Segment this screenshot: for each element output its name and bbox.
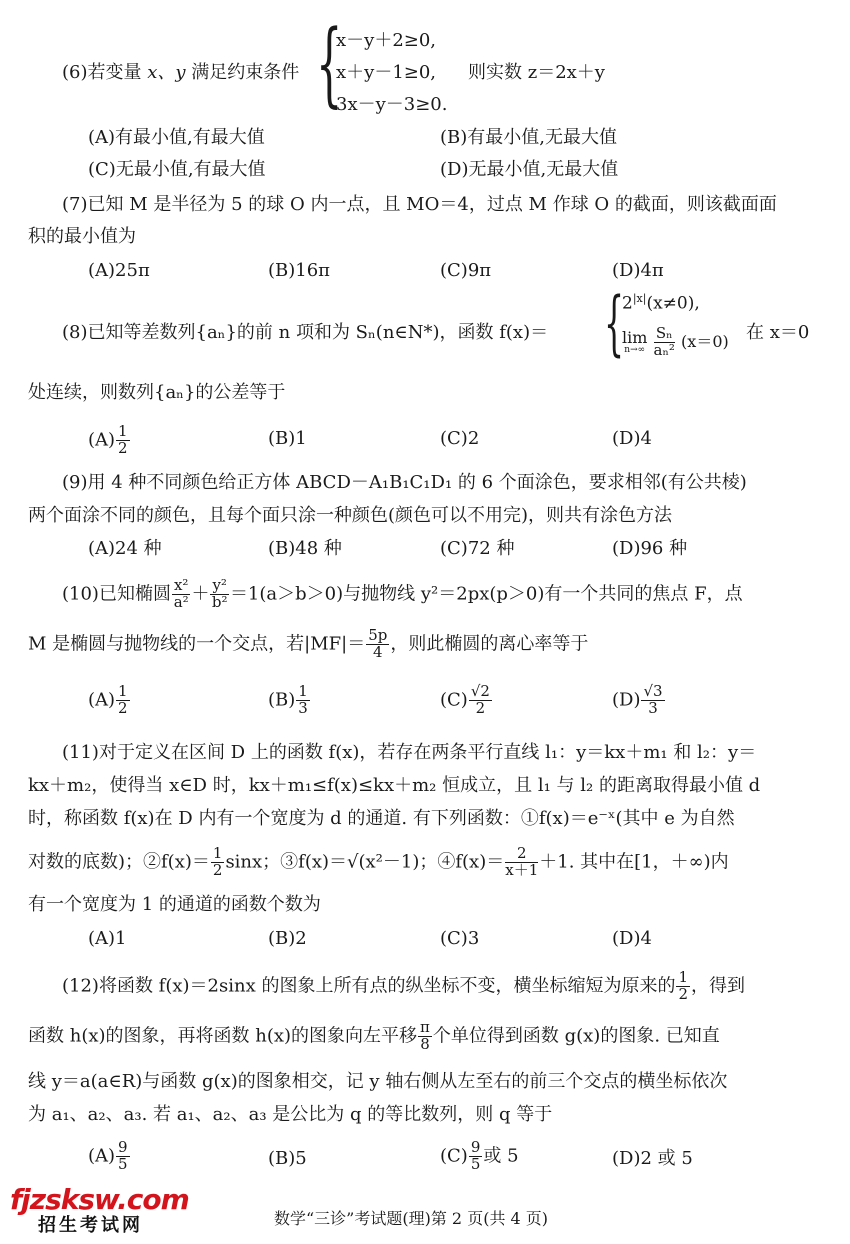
q11-option-d: (D)4: [612, 928, 652, 949]
q6-constraint-1: x－y＋2≥0,: [336, 30, 437, 51]
q12-line-1: (12)将函数 f(x)＝2sinx 的图象上所有点的纵坐标不变，横坐标缩短为原来的 $\frac{1}{2}$ ，得到: [62, 968, 745, 1003]
q10-option-d: (D) $\frac{√3}{3}$: [612, 682, 663, 717]
q8-option-d: (D)4: [612, 428, 652, 449]
q6-stem: (6)若变量 x、y 满足约束条件: [62, 62, 300, 83]
q9-option-c: (C)72 种: [440, 538, 515, 559]
q10-option-b: (B) $\frac{1}{3}$: [268, 682, 308, 717]
q8-case-2: lim n→∞ $\frac{\text{Sₙ}}{\text{aₙ²}}$ (x＝0): [622, 324, 729, 359]
q8-option-b: (B)1: [268, 428, 307, 449]
q6-stem-tail: 则实数 z＝2x＋y: [468, 62, 605, 83]
q7-option-d: (D)4π: [612, 260, 664, 281]
q10-line-1: (10)已知椭圆 $\frac{\text{x²}}{\text{a²}}$ ＋ $\frac{\text{y²}}{\text{b²}}$ ＝1(a＞b＞0)与抛物线 y²＝2px(p＞0)有一个共同的焦点 F，点: [62, 576, 743, 611]
q8-case-1: $2^{|x|}(x\ne 0)$,: [622, 292, 700, 314]
q11-line-4: 对数的底数)；②f(x)＝ $\frac{1}{2}$ sinx；③f(x)＝√(x²－1)；④f(x)＝ $\frac{2}{x+1}$ ＋1. 其中在[1，＋∞)内: [28, 844, 729, 879]
site-logo: fjzsksw.com: [10, 1183, 189, 1216]
q8-line-2: 处连续，则数列{aₙ}的公差等于: [28, 382, 286, 403]
q9-option-d: (D)96 种: [612, 538, 688, 559]
q7-option-b: (B)16π: [268, 260, 331, 281]
q12-option-b: (B)5: [268, 1148, 307, 1169]
q8-brace: {: [604, 282, 625, 364]
q12-option-a: (A) $\frac{9}{5}$: [88, 1138, 128, 1173]
q11-line-5: 有一个宽度为 1 的通道的函数个数为: [28, 894, 321, 915]
q6-option-d: (D)无最小值,无最大值: [440, 159, 619, 180]
q6-brace: {: [316, 10, 343, 117]
q11-line-3: 时，称函数 f(x)在 D 内有一个宽度为 d 的通道. 有下列函数：①f(x)＝e⁻ˣ(其中 e 为自然: [28, 808, 735, 829]
q6-option-c: (C)无最小值,有最大值: [88, 159, 266, 180]
page-footer: 数学“三诊”考试题(理)第 2 页(共 4 页): [274, 1209, 549, 1228]
q11-line-1: (11)对于定义在区间 D 上的函数 f(x)，若存在两条平行直线 l₁：y＝kx＋m₁ 和 l₂：y＝: [62, 742, 757, 763]
q7-option-c: (C)9π: [440, 260, 492, 281]
q9-option-b: (B)48 种: [268, 538, 342, 559]
q12-option-d: (D)2 或 5: [612, 1148, 693, 1169]
q9-line-2: 两个面涂不同的颜色，且每个面只涂一种颜色(颜色可以不用完)，则共有涂色方法: [28, 505, 673, 526]
q11-option-c: (C)3: [440, 928, 480, 949]
q12-line-2: 函数 h(x)的图象，再将函数 h(x)的图象向左平移 $\frac{\pi}{8}$ 个单位得到函数 g(x)的图象. 已知直: [28, 1018, 720, 1053]
q11-option-b: (B)2: [268, 928, 307, 949]
q6-constraint-3: 3x－y－3≥0.: [336, 94, 448, 115]
q6-option-b: (B)有最小值,无最大值: [440, 127, 617, 148]
q9-line-1: (9)用 4 种不同颜色给正方体 ABCD－A₁B₁C₁D₁ 的 6 个面涂色，要求相邻(有公共棱): [62, 472, 747, 493]
q8-line-1: (8)已知等差数列{aₙ}的前 n 项和为 Sₙ(n∈N*)，函数 f(x)＝: [62, 322, 549, 343]
q10-option-c: (C) $\frac{√2}{2}$: [440, 682, 490, 717]
q6-option-a: (A)有最小值,有最大值: [88, 127, 265, 148]
q8-option-a: (A) $\frac{1}{2}$: [88, 422, 128, 457]
q10-line-2: M 是椭圆与抛物线的一个交点，若|MF|＝ $\frac{5p}{4}$ ，则此椭圆的离心率等于: [28, 626, 589, 661]
q6-constraint-2: x＋y－1≥0,: [336, 62, 437, 83]
site-logo-subtitle: 招生考试网: [38, 1215, 143, 1236]
q7-line-1: (7)已知 M 是半径为 5 的球 O 内一点，且 MO＝4，过点 M 作球 O 的截面，则该截面面: [62, 194, 777, 215]
q12-line-3: 线 y＝a(a∈R)与函数 g(x)的图象相交，记 y 轴右侧从左至右的前三个交点的横坐标依次: [28, 1071, 728, 1092]
q8-option-c: (C)2: [440, 428, 480, 449]
q9-option-a: (A)24 种: [88, 538, 162, 559]
q8-tail: 在 x＝0: [746, 322, 810, 343]
q7-option-a: (A)25π: [88, 260, 150, 281]
q12-option-c: (C) $\frac{9}{5}$ 或 5: [440, 1138, 519, 1173]
q11-option-a: (A)1: [88, 928, 127, 949]
q7-line-2: 积的最小值为: [28, 226, 136, 247]
q12-line-4: 为 a₁、a₂、a₃. 若 a₁、a₂、a₃ 是公比为 q 的等比数列，则 q 等于: [28, 1104, 553, 1125]
q10-option-a: (A) $\frac{1}{2}$: [88, 682, 128, 717]
q11-line-2: kx＋m₂，使得当 x∈D 时，kx＋m₁≤f(x)≤kx＋m₂ 恒成立，且 l₁ 与 l₂ 的距离取得最小值 d: [28, 775, 761, 796]
